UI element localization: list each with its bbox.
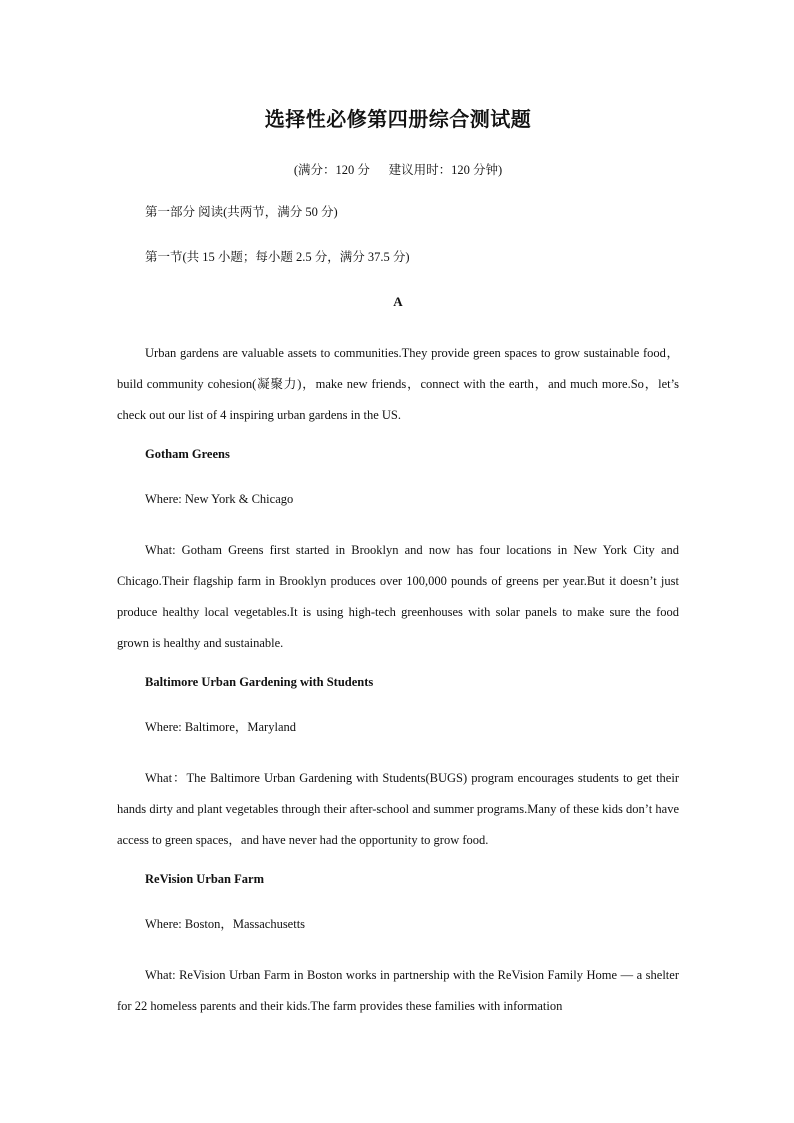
passage-label: A xyxy=(393,294,403,309)
part-one-heading: 第一部分 阅读(共两节，满分 50 分) xyxy=(145,205,338,219)
garden-name: Baltimore Urban Gardening with Students xyxy=(145,675,374,689)
page-title: 选择性必修第四册综合测试题 xyxy=(264,107,532,131)
intro-paragraph: Urban gardens are valuable assets to communities.They provide green spaces to grow sustainable food，build community cohesion(凝聚力)，make new friends，connect with the earth，and much more.So，let’s check out our list of 4 inspiring urban gardens in the US. xyxy=(117,346,679,422)
document-content xyxy=(117,104,679,1036)
section-one-heading: 第一节(共 15 小题；每小题 2.5 分，满分 37.5 分) xyxy=(145,250,410,264)
garden-location: Where: New York & Chicago xyxy=(145,492,294,506)
garden-description: What: ReVision Urban Farm in Boston works in partnership with the ReVision Family Home — a shelter for 22 homeless parents and their kids.The farm provides these families with information xyxy=(117,968,679,1013)
score-time-info: (满分：120 分 建议用时：120 分钟) xyxy=(293,163,503,177)
garden-description: What: Gotham Greens first started in Brooklyn and now has four locations in New York City and Chicago.Their flagship farm in Brooklyn produces over 100,000 pounds of greens per year.But it doesn’t just produce healthy local vegetables.It is using high-tech greenhouses with solar panels to make sure the food grown is healthy and sustainable. xyxy=(117,543,679,650)
garden-location: Where: Boston，Massachusetts xyxy=(145,917,306,931)
garden-description: What：The Baltimore Urban Gardening with Students(BUGS) program encourages students to get their hands dirty and plant vegetables through their after-school and summer programs.Many of these kids don’t have access to green spaces，and have never had the opportunity to grow food. xyxy=(117,771,679,847)
garden-name: Gotham Greens xyxy=(145,447,230,461)
garden-name: ReVision Urban Farm xyxy=(145,872,264,886)
garden-location: Where: Baltimore，Maryland xyxy=(145,720,296,734)
